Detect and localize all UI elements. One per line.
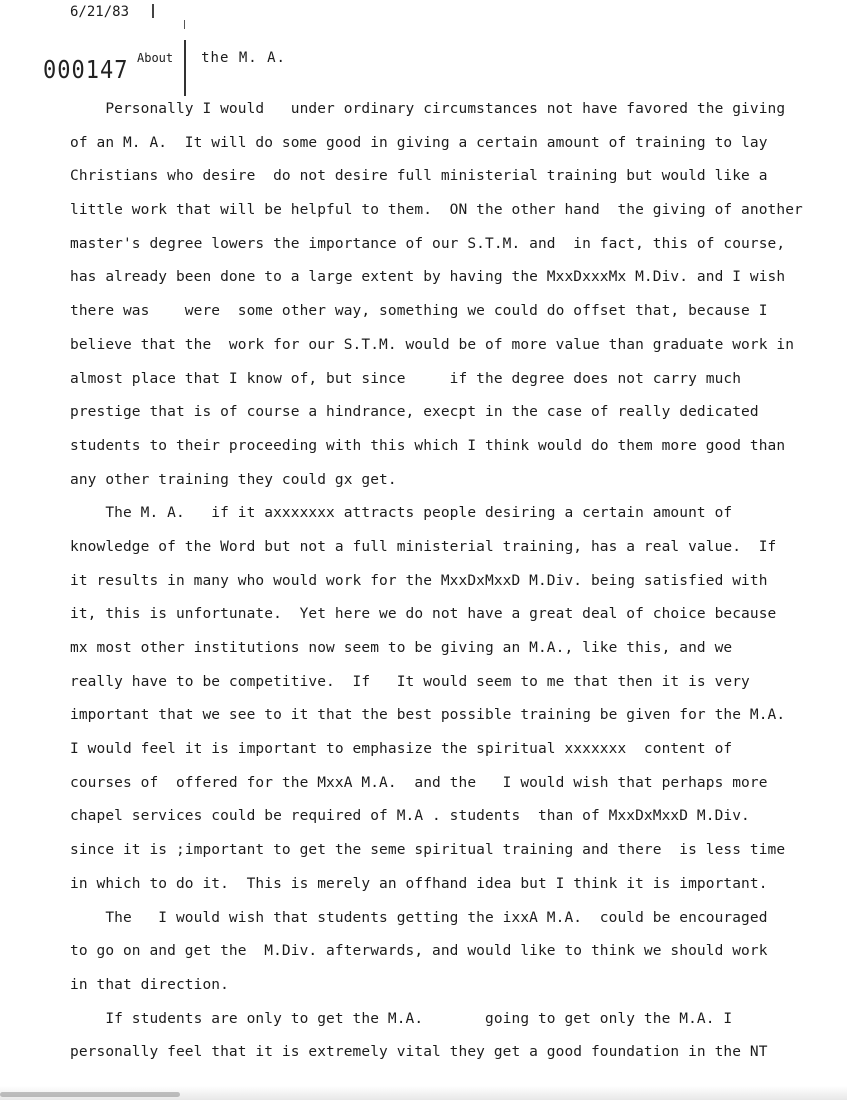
text-line: has already been done to a large extent by having the MxxDxxxMx M.Div. and I wish: [70, 269, 786, 286]
pen-mark: [184, 20, 185, 29]
text-line: prestige that is of course a hindrance, execpt in the case of really dedicated: [70, 404, 759, 421]
text-line: in that direction.: [70, 976, 229, 993]
text-line: knowledge of the Word but not a full ministerial training, has a real value. If: [70, 538, 777, 555]
text-line: believe that the work for our S.T.M. would be of more value than graduate work in: [70, 336, 795, 353]
text-line: of an M. A. It will do some good in giving a certain amount of training to lay: [70, 134, 768, 151]
text-line: I would feel it is important to emphasize the spiritual xxxxxxx content of: [70, 741, 733, 758]
scan-edge-shadow: [0, 1086, 847, 1100]
text-line: it results in many who would work for the MxxDxMxxD M.Div. being satisfied with: [70, 572, 768, 589]
document-body: [70, 93, 840, 1070]
text-line: master's degree lowers the importance of our S.T.M. and in fact, this of course,: [70, 235, 786, 252]
text-line: since it is ;important to get the seme spiritual training and there is less time: [70, 842, 786, 859]
margin-line-mark: [184, 40, 186, 96]
text-line: The M. A. if it axxxxxxx attracts people desiring a certain amount of: [70, 505, 733, 522]
text-line: really have to be competitive. If It would seem to me that then it is very: [70, 673, 750, 690]
heading-about: About: [137, 51, 174, 65]
text-line: to go on and get the M.Div. afterwards, and would like to think we should work: [70, 943, 768, 960]
text-line: If students are only to get the M.A. going to get only the M.A. I: [70, 1010, 733, 1027]
text-line: chapel services could be required of M.A . students than of MxxDxMxxD M.Div.: [70, 808, 750, 825]
text-line: little work that will be helpful to them. ON the other hand the giving of another: [70, 202, 803, 219]
document-date: 6/21/83: [70, 4, 130, 20]
text-line: The I would wish that students getting the ixxA M.A. could be encouraged: [70, 909, 768, 926]
text-line: courses of offered for the MxxA M.A. and the I would wish that perhaps more: [70, 774, 768, 791]
text-line: students to their proceeding with this which I think would do them more good than: [70, 437, 786, 454]
text-line: any other training they could gx get.: [70, 471, 397, 488]
text-line: there was were some other way, something we could do offset that, because I: [70, 303, 768, 320]
text-line: almost place that I know of, but since if the degree does not carry much: [70, 370, 742, 387]
text-line: Personally I would under ordinary circumstances not have favored the giving: [70, 101, 786, 117]
text-line: important that we see to it that the best possible training be given for the M.A.: [70, 707, 786, 724]
text-line: Christians who desire do not desire full ministerial training but would like a: [70, 168, 768, 185]
text-line: personally feel that it is extremely vital they get a good foundation in the NT: [70, 1044, 768, 1061]
document-number-stamp: 000147: [43, 56, 129, 85]
text-line: it, this is unfortunate. Yet here we do not have a great deal of choice because: [70, 606, 777, 623]
text-line: in which to do it. This is merely an offhand idea but I think it is important.: [70, 875, 768, 892]
heading-title: the M. A.: [201, 50, 286, 66]
document-heading: [137, 50, 286, 66]
text-line: mx most other institutions now seem to be giving an M.A., like this, and we: [70, 640, 733, 656]
pen-mark: [152, 4, 154, 18]
